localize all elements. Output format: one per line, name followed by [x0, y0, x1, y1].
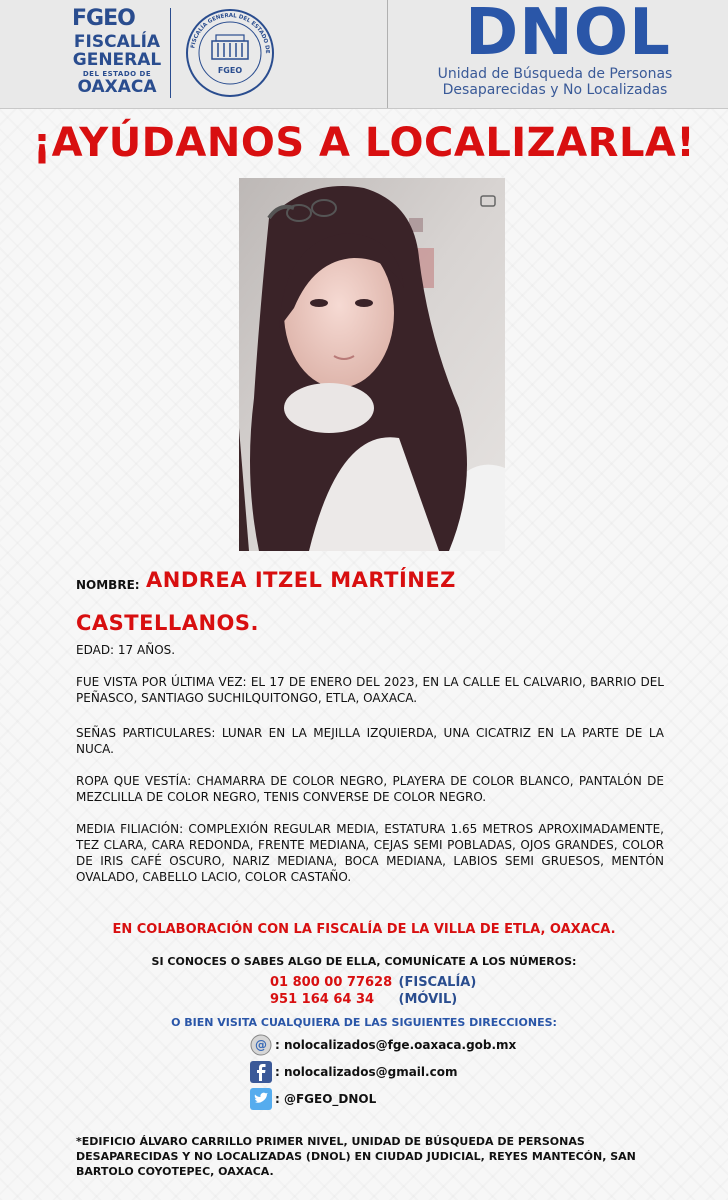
twitter-row[interactable]: [250, 1088, 376, 1110]
fgeo-logo-text: FGEO: [72, 6, 135, 31]
twitter-link[interactable]: : @FGEO_DNOL: [275, 1092, 377, 1106]
person-name-line2: CASTELLANOS.: [76, 611, 260, 635]
page-title: ¡AYÚDANOS A LOCALIZARLA!: [32, 120, 696, 166]
fgeo-name-line3: DEL ESTADO DE: [82, 70, 152, 78]
person-name-line1: ANDREA ITZEL MARTÍNEZ: [146, 568, 456, 592]
clothing-text: ROPA QUE VESTÍA: CHAMARRA DE COLOR NEGRO, PLAYERA DE COLOR BLANCO, PANTALÓN DE MEZCLILLA DE COLOR NEGRO, TENIS CONVERSE DE COLOR NEGRO.: [76, 774, 664, 804]
header-banner: [0, 0, 728, 109]
email-link[interactable]: : nolocalizados@fge.oaxaca.gob.mx: [275, 1038, 517, 1052]
fgeo-name-line4: OAXACA: [77, 77, 157, 97]
facebook-row[interactable]: [250, 1061, 457, 1083]
dnol-subtitle: [410, 66, 700, 98]
description-text: MEDIA FILIACIÓN: COMPLEXIÓN REGULAR MEDIA, ESTATURA 1.65 METROS APROXIMADAMENTE, TEZ CLARA, CARA REDONDA, FRENTE MEDIANA, CEJAS SEMI POBLADAS, OJOS GRANDES, COLOR DE IRIS CAFÉ OSCURO, NARIZ MEDIANA, BOCA MEDIANA, LABIOS SEMI GRUESOS, MENTÓN OVALADO, CABELLO LACIO, COLOR CASTAÑO.: [76, 822, 664, 884]
name-label: NOMBRE:: [76, 578, 140, 592]
twitter-icon: [250, 1088, 272, 1110]
visit-text: O BIEN VISITA CUALQUIERA DE LAS SIGUIENTES DIRECCIONES:: [171, 1016, 557, 1029]
header-divider: [387, 0, 388, 108]
fgeo-name-line2: GENERAL: [72, 50, 162, 70]
dnol-subtitle-line2: Desaparecidas y No Localizadas: [442, 82, 668, 98]
missing-person-photo: [239, 178, 505, 551]
svg-text:@: @: [255, 1038, 267, 1052]
fgeo-logo: [72, 6, 162, 31]
facebook-link[interactable]: : nolocalizados@gmail.com: [275, 1065, 458, 1079]
svg-text:FGEO: FGEO: [217, 66, 243, 75]
facebook-icon: [250, 1061, 272, 1083]
header-divider: [170, 8, 171, 98]
phone-label: (MÓVIL): [398, 992, 458, 1007]
footer-address: *EDIFICIO ÁLVARO CARRILLO PRIMER NIVEL, UNIDAD DE BÚSQUEDA DE PERSONAS DESAPARECIDAS Y NO LOCALIZADAS (DNOL) EN CIUDAD JUDICIAL, REYES MANTECÓN, SAN BARTOLO COYOTEPEC, OAXACA.: [76, 1135, 636, 1178]
phone-row: [270, 975, 570, 990]
marks-text: SEÑAS PARTICULARES: LUNAR EN LA MEJILLA IZQUIERDA, UNA CICATRIZ EN LA PARTE DE LA NUCA.: [76, 726, 664, 756]
fgeo-name: [72, 34, 162, 96]
email-row[interactable]: [250, 1034, 516, 1056]
fgeo-seal: [182, 7, 278, 99]
svg-text:FISCALÍA GENERAL DEL ESTADO DE: FISCALÍA GENERAL DEL ESTADO DE: [190, 12, 271, 54]
collaboration-text: EN COLABORACIÓN CON LA FISCALÍA DE LA VILLA DE ETLA, OAXACA.: [112, 922, 616, 937]
phone-row: [270, 992, 570, 1007]
age-text: EDAD: 17 AÑOS.: [76, 643, 176, 657]
phone-label: (FISCALÍA): [398, 975, 477, 990]
dnol-logo: DNOL: [465, 0, 671, 70]
last-seen-text: FUE VISTA POR ÚLTIMA VEZ: EL 17 DE ENERO DEL 2023, EN LA CALLE EL CALVARIO, BARRIO DEL PEÑASCO, SANTIAGO SUCHILQUITONGO, ETLA, OAXACA.: [76, 675, 664, 705]
dnol-subtitle-line1: Unidad de Búsqueda de Personas: [437, 66, 673, 82]
contact-intro: SI CONOCES O SABES ALGO DE ELLA, COMUNÍCATE A LOS NÚMEROS:: [151, 955, 577, 968]
fgeo-name-line1: FISCALÍA: [73, 32, 161, 52]
email-icon: [250, 1034, 272, 1056]
phone-number[interactable]: 01 800 00 77628: [270, 975, 393, 990]
phone-number[interactable]: 951 164 64 34: [270, 992, 375, 1007]
